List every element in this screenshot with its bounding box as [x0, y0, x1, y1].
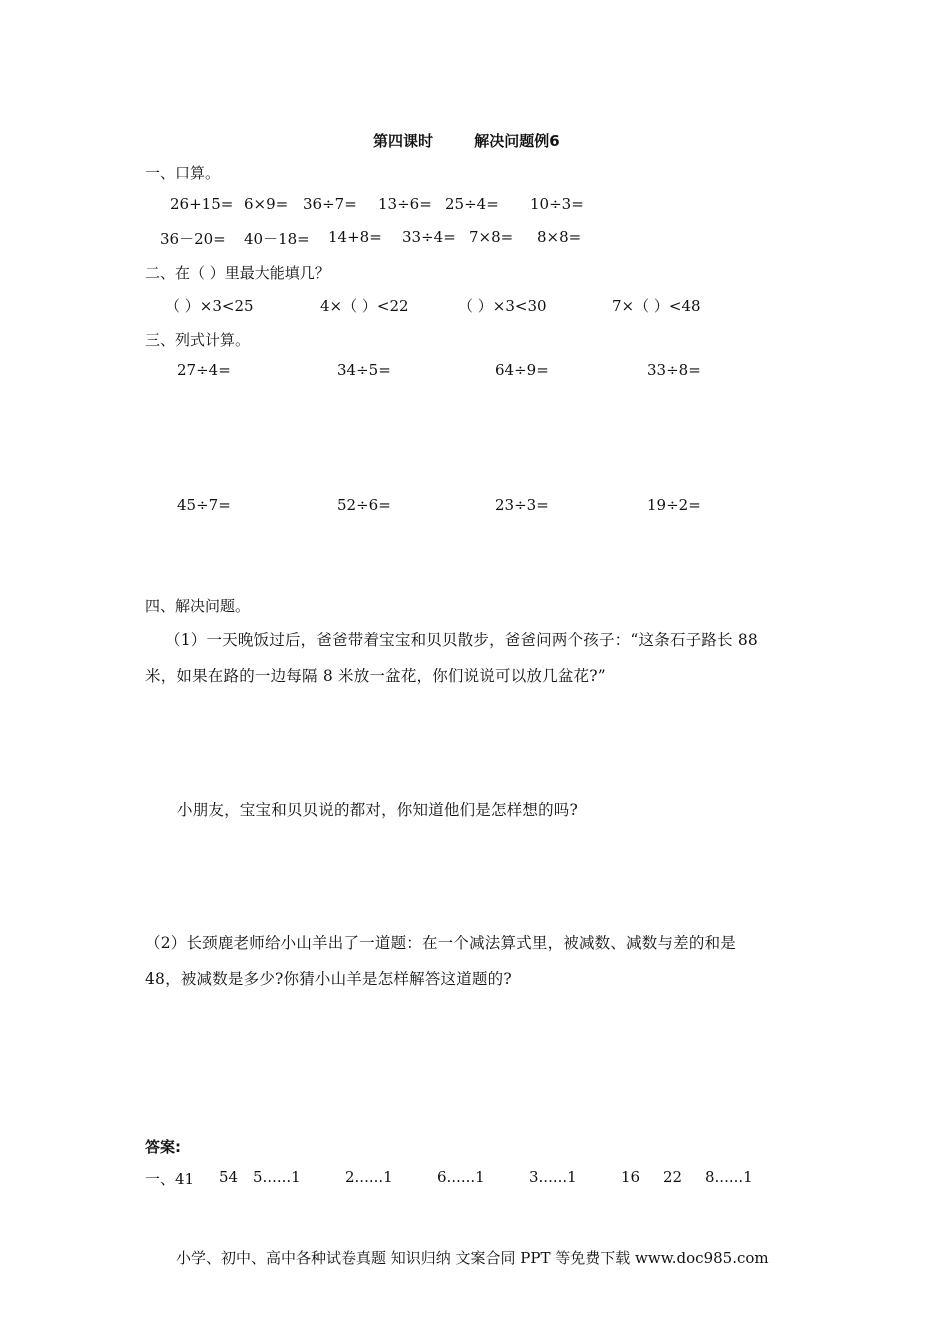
title-lesson: 第四课时: [373, 132, 434, 150]
q2-line2: 48，被减数是多少?你猜小山羊是怎样解答这道题的?: [145, 970, 512, 988]
oral-item: 36－20=: [160, 230, 226, 248]
q1-line1: （1）一天晚饭过后，爸爸带着宝宝和贝贝散步，爸爸问两个孩子：“这条石子路长 88: [165, 631, 758, 649]
answer-item: 22: [663, 1168, 683, 1186]
answer-item: 16: [621, 1168, 641, 1186]
q2-line1: （2）长颈鹿老师给小山羊出了一道题：在一个减法算式里，被减数、减数与差的和是: [145, 934, 736, 952]
calc-item: 23÷3=: [495, 496, 549, 514]
fill-item: 4×（ ）<22: [320, 297, 409, 315]
oral-item: 13÷6=: [378, 195, 432, 213]
title-topic: 解决问题例6: [474, 132, 560, 150]
calc-item: 34÷5=: [337, 361, 391, 379]
answer-item: 5......1: [253, 1168, 301, 1186]
oral-item: 10÷3=: [530, 195, 584, 213]
oral-item: 7×8=: [469, 228, 514, 246]
oral-item: 14+8=: [328, 228, 382, 246]
section2-heading: 二、在（ ）里最大能填几？: [145, 264, 330, 282]
answer-item: 2......1: [345, 1168, 393, 1186]
answers-heading: 答案:: [145, 1138, 181, 1156]
oral-item: 26+15=: [170, 195, 234, 213]
answer-item: 54: [219, 1168, 239, 1186]
page-title: [373, 130, 560, 151]
calc-item: 27÷4=: [177, 361, 231, 379]
q1-line2: 米，如果在路的一边每隔 8 米放一盆花，你们说说可以放几盆花?”: [145, 667, 606, 685]
fill-item: （ ）×3<30: [458, 297, 547, 315]
oral-item: 25÷4=: [445, 195, 499, 213]
answer-item: 8......1: [705, 1168, 753, 1186]
calc-item: 33÷8=: [647, 361, 701, 379]
fill-item: （ ）×3<25: [165, 297, 254, 315]
oral-item: 8×8=: [537, 228, 582, 246]
section4-heading: 四、解决问题。: [145, 597, 251, 615]
section3-heading: 三、列式计算。: [145, 331, 251, 349]
calc-item: 52÷6=: [337, 496, 391, 514]
calc-item: 45÷7=: [177, 496, 231, 514]
oral-item: 6×9=: [244, 195, 289, 213]
section1-heading: 一、口算。: [145, 164, 221, 182]
calc-item: 19÷2=: [647, 496, 701, 514]
answer-item: 3......1: [529, 1168, 577, 1186]
answer-item: 一、41: [145, 1170, 195, 1188]
oral-item: 33÷4=: [402, 228, 456, 246]
footer-text: 小学、初中、高中各种试卷真题 知识归纳 文案合同 PPT 等免费下载 www.doc985.com: [176, 1249, 769, 1267]
fill-item: 7×（ ）<48: [612, 297, 701, 315]
oral-item: 40－18=: [244, 230, 310, 248]
q1-follow-up: 小朋友，宝宝和贝贝说的都对，你知道他们是怎样想的吗?: [177, 801, 579, 819]
oral-item: 36÷7=: [303, 195, 357, 213]
calc-item: 64÷9=: [495, 361, 549, 379]
answer-item: 6......1: [437, 1168, 485, 1186]
